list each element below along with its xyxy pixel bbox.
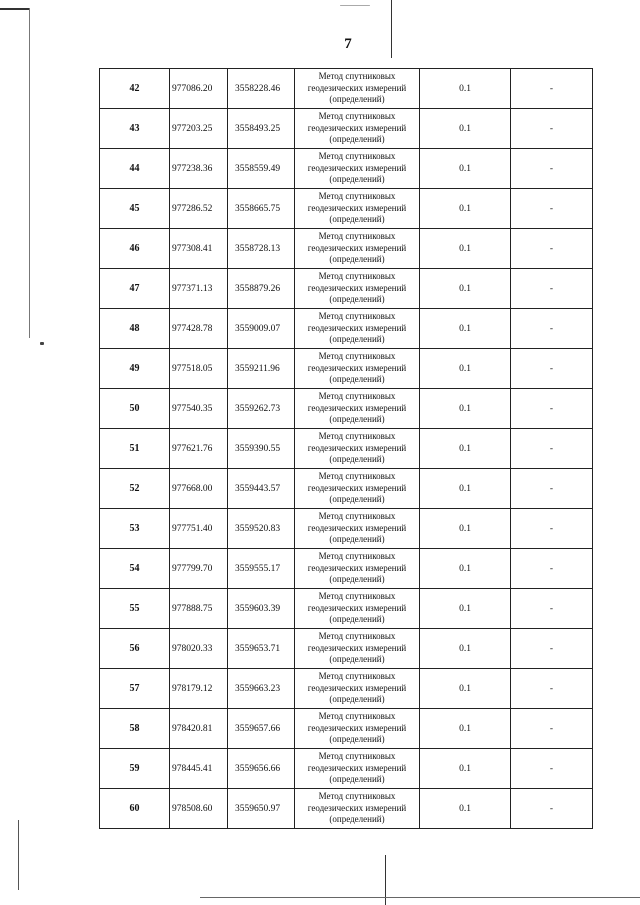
note-cell: - <box>511 309 593 349</box>
method-line: геодезических измерений <box>307 482 407 493</box>
method-line: Метод спутниковых <box>318 671 396 682</box>
coordinate-y-cell: 3558665.75 <box>228 189 295 229</box>
method-line: Метод спутниковых <box>318 551 396 562</box>
method-line: (определений) <box>329 774 385 785</box>
method-cell <box>295 509 420 549</box>
coordinate-y-cell: 3559390.55 <box>228 429 295 469</box>
method-line: (определений) <box>329 134 385 145</box>
method-line: Метод спутниковых <box>318 511 396 522</box>
note-cell: - <box>511 229 593 269</box>
note-cell: - <box>511 189 593 229</box>
coordinate-x-cell: 977751.40 <box>170 509 228 549</box>
coordinate-y-cell: 3559650.97 <box>228 789 295 829</box>
table-row <box>100 469 593 509</box>
coordinate-x-cell: 978445.41 <box>170 749 228 789</box>
method-line: (определений) <box>329 694 385 705</box>
point-number-cell: 55 <box>100 589 170 629</box>
method-line: Метод спутниковых <box>318 591 396 602</box>
table-row <box>100 349 593 389</box>
method-line: геодезических измерений <box>307 802 407 813</box>
method-cell <box>295 669 420 709</box>
method-line: (определений) <box>329 214 385 225</box>
method-line: геодезических измерений <box>307 242 407 253</box>
method-line: Метод спутниковых <box>318 71 396 82</box>
method-line: геодезических измерений <box>307 442 407 453</box>
method-cell <box>295 189 420 229</box>
method-line: Метод спутниковых <box>318 231 396 242</box>
table-row <box>100 109 593 149</box>
point-number-cell: 45 <box>100 189 170 229</box>
method-line: геодезических измерений <box>307 682 407 693</box>
method-line: (определений) <box>329 614 385 625</box>
method-line: (определений) <box>329 494 385 505</box>
coordinate-x-cell: 977308.41 <box>170 229 228 269</box>
coordinate-y-cell: 3558879.26 <box>228 269 295 309</box>
coordinate-x-cell: 977621.76 <box>170 429 228 469</box>
method-cell <box>295 469 420 509</box>
method-cell <box>295 229 420 269</box>
note-cell: - <box>511 629 593 669</box>
coordinate-y-cell: 3559657.66 <box>228 709 295 749</box>
note-cell: - <box>511 149 593 189</box>
method-line: (определений) <box>329 534 385 545</box>
table-row <box>100 389 593 429</box>
accuracy-cell: 0.1 <box>420 309 511 349</box>
point-number-cell: 43 <box>100 109 170 149</box>
coordinate-y-cell: 3558728.13 <box>228 229 295 269</box>
method-line: (определений) <box>329 454 385 465</box>
method-line: Метод спутниковых <box>318 791 396 802</box>
scan-edge-top <box>0 8 30 10</box>
point-number-cell: 57 <box>100 669 170 709</box>
point-number-cell: 52 <box>100 469 170 509</box>
method-line: (определений) <box>329 734 385 745</box>
point-number-cell: 51 <box>100 429 170 469</box>
point-number-cell: 42 <box>100 69 170 109</box>
table-row <box>100 589 593 629</box>
method-line: (определений) <box>329 174 385 185</box>
method-cell <box>295 69 420 109</box>
table-row <box>100 149 593 189</box>
method-line: Метод спутниковых <box>318 311 396 322</box>
accuracy-cell: 0.1 <box>420 549 511 589</box>
note-cell: - <box>511 549 593 589</box>
method-line: геодезических измерений <box>307 122 407 133</box>
coordinate-y-cell: 3558559.49 <box>228 149 295 189</box>
accuracy-cell: 0.1 <box>420 269 511 309</box>
method-line: Метод спутниковых <box>318 711 396 722</box>
accuracy-cell: 0.1 <box>420 509 511 549</box>
method-cell <box>295 429 420 469</box>
note-cell: - <box>511 349 593 389</box>
accuracy-cell: 0.1 <box>420 389 511 429</box>
method-cell <box>295 149 420 189</box>
method-line: Метод спутниковых <box>318 431 396 442</box>
coordinate-x-cell: 977668.00 <box>170 469 228 509</box>
scan-edge-left <box>29 8 30 338</box>
accuracy-cell: 0.1 <box>420 469 511 509</box>
method-line: (определений) <box>329 814 385 825</box>
scan-speck <box>340 5 370 6</box>
accuracy-cell: 0.1 <box>420 189 511 229</box>
table-row <box>100 749 593 789</box>
method-line: Метод спутниковых <box>318 391 396 402</box>
method-cell <box>295 309 420 349</box>
table-row <box>100 309 593 349</box>
method-cell <box>295 629 420 669</box>
accuracy-cell: 0.1 <box>420 229 511 269</box>
table-row <box>100 69 593 109</box>
note-cell: - <box>511 749 593 789</box>
note-cell: - <box>511 109 593 149</box>
method-line: Метод спутниковых <box>318 471 396 482</box>
method-line: геодезических измерений <box>307 602 407 613</box>
method-cell <box>295 269 420 309</box>
coordinate-x-cell: 978179.12 <box>170 669 228 709</box>
accuracy-cell: 0.1 <box>420 109 511 149</box>
method-line: геодезических измерений <box>307 722 407 733</box>
coordinate-x-cell: 978020.33 <box>170 629 228 669</box>
method-line: (определений) <box>329 654 385 665</box>
method-line: Метод спутниковых <box>318 351 396 362</box>
coordinate-x-cell: 977428.78 <box>170 309 228 349</box>
method-line: (определений) <box>329 334 385 345</box>
point-number-cell: 60 <box>100 789 170 829</box>
method-line: Метод спутниковых <box>318 151 396 162</box>
point-number-cell: 44 <box>100 149 170 189</box>
coordinate-x-cell: 977888.75 <box>170 589 228 629</box>
accuracy-cell: 0.1 <box>420 629 511 669</box>
method-cell <box>295 749 420 789</box>
coordinate-y-cell: 3559656.66 <box>228 749 295 789</box>
point-number-cell: 54 <box>100 549 170 589</box>
coordinate-y-cell: 3559009.07 <box>228 309 295 349</box>
accuracy-cell: 0.1 <box>420 589 511 629</box>
method-line: геодезических измерений <box>307 282 407 293</box>
method-cell <box>295 549 420 589</box>
method-line: геодезических измерений <box>307 362 407 373</box>
method-cell <box>295 789 420 829</box>
point-number-cell: 58 <box>100 709 170 749</box>
method-line: геодезических измерений <box>307 762 407 773</box>
scan-mark-top <box>391 0 392 58</box>
method-cell <box>295 709 420 749</box>
note-cell: - <box>511 669 593 709</box>
method-line: (определений) <box>329 294 385 305</box>
coordinate-y-cell: 3559443.57 <box>228 469 295 509</box>
coordinate-y-cell: 3559211.96 <box>228 349 295 389</box>
accuracy-cell: 0.1 <box>420 749 511 789</box>
accuracy-cell: 0.1 <box>420 669 511 709</box>
method-line: (определений) <box>329 254 385 265</box>
coordinate-x-cell: 977286.52 <box>170 189 228 229</box>
coordinate-x-cell: 978420.81 <box>170 709 228 749</box>
coordinate-y-cell: 3559653.71 <box>228 629 295 669</box>
table-row <box>100 709 593 749</box>
coordinate-x-cell: 977371.13 <box>170 269 228 309</box>
accuracy-cell: 0.1 <box>420 429 511 469</box>
coordinate-x-cell: 977518.05 <box>170 349 228 389</box>
accuracy-cell: 0.1 <box>420 709 511 749</box>
method-line: Метод спутниковых <box>318 191 396 202</box>
method-cell <box>295 349 420 389</box>
coordinate-y-cell: 3559663.23 <box>228 669 295 709</box>
method-line: (определений) <box>329 374 385 385</box>
scan-edge-left-lower <box>18 820 19 890</box>
accuracy-cell: 0.1 <box>420 69 511 109</box>
point-number-cell: 53 <box>100 509 170 549</box>
coordinate-y-cell: 3559262.73 <box>228 389 295 429</box>
table-row <box>100 229 593 269</box>
table-row <box>100 549 593 589</box>
coordinate-x-cell: 978508.60 <box>170 789 228 829</box>
coordinate-x-cell: 977799.70 <box>170 549 228 589</box>
accuracy-cell: 0.1 <box>420 149 511 189</box>
method-cell <box>295 109 420 149</box>
table-row <box>100 189 593 229</box>
method-line: Метод спутниковых <box>318 111 396 122</box>
coordinate-x-cell: 977086.20 <box>170 69 228 109</box>
coordinate-y-cell: 3559520.83 <box>228 509 295 549</box>
coordinate-x-cell: 977203.25 <box>170 109 228 149</box>
note-cell: - <box>511 69 593 109</box>
note-cell: - <box>511 429 593 469</box>
method-cell <box>295 589 420 629</box>
method-line: Метод спутниковых <box>318 271 396 282</box>
table-body <box>100 69 593 829</box>
table-row <box>100 269 593 309</box>
method-line: геодезических измерений <box>307 522 407 533</box>
method-line: геодезических измерений <box>307 322 407 333</box>
method-line: геодезических измерений <box>307 162 407 173</box>
coordinate-y-cell: 3559555.17 <box>228 549 295 589</box>
note-cell: - <box>511 469 593 509</box>
method-line: геодезических измерений <box>307 402 407 413</box>
table-row <box>100 509 593 549</box>
table-row <box>100 429 593 469</box>
coordinate-x-cell: 977540.35 <box>170 389 228 429</box>
point-number-cell: 59 <box>100 749 170 789</box>
table-row <box>100 669 593 709</box>
point-number-cell: 56 <box>100 629 170 669</box>
table-row <box>100 789 593 829</box>
note-cell: - <box>511 509 593 549</box>
point-number-cell: 50 <box>100 389 170 429</box>
coordinate-y-cell: 3558228.46 <box>228 69 295 109</box>
point-number-cell: 46 <box>100 229 170 269</box>
point-number-cell: 49 <box>100 349 170 389</box>
method-cell <box>295 389 420 429</box>
method-line: Метод спутниковых <box>318 631 396 642</box>
coordinate-y-cell: 3559603.39 <box>228 589 295 629</box>
note-cell: - <box>511 589 593 629</box>
page-number: 7 <box>344 36 352 52</box>
note-cell: - <box>511 789 593 829</box>
accuracy-cell: 0.1 <box>420 349 511 389</box>
point-number-cell: 47 <box>100 269 170 309</box>
table-row <box>100 629 593 669</box>
method-line: (определений) <box>329 574 385 585</box>
scan-edge-bottom <box>200 897 640 898</box>
note-cell: - <box>511 269 593 309</box>
method-line: геодезических измерений <box>307 82 407 93</box>
method-line: (определений) <box>329 414 385 425</box>
method-line: Метод спутниковых <box>318 751 396 762</box>
note-cell: - <box>511 389 593 429</box>
accuracy-cell: 0.1 <box>420 789 511 829</box>
method-line: геодезических измерений <box>307 562 407 573</box>
coordinate-x-cell: 977238.36 <box>170 149 228 189</box>
scan-speck <box>40 342 44 345</box>
note-cell: - <box>511 709 593 749</box>
coordinate-y-cell: 3558493.25 <box>228 109 295 149</box>
point-number-cell: 48 <box>100 309 170 349</box>
coordinates-table <box>99 68 593 829</box>
method-line: (определений) <box>329 94 385 105</box>
method-line: геодезических измерений <box>307 202 407 213</box>
method-line: геодезических измерений <box>307 642 407 653</box>
